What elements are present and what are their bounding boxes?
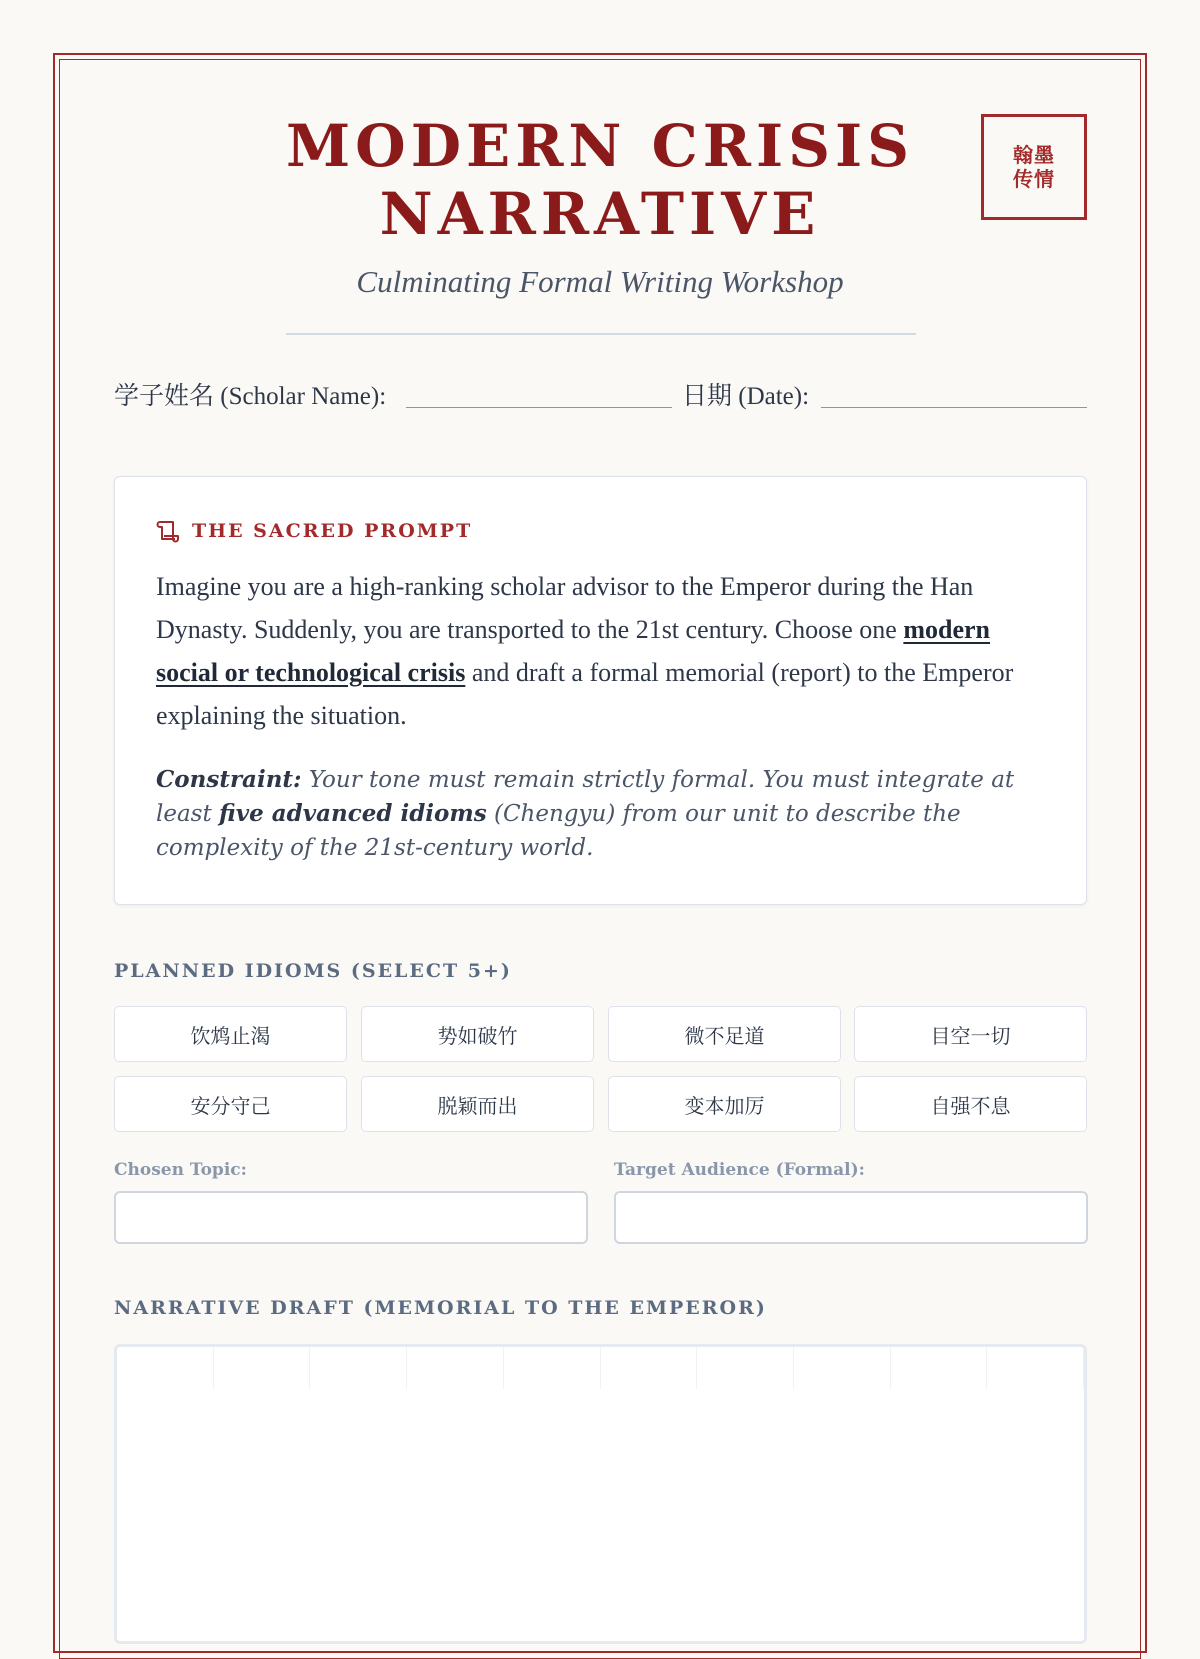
draft-section-label: NARRATIVE DRAFT (MEMORIAL TO THE EMPEROR)	[114, 1297, 767, 1319]
seal-line-1: 翰墨	[1013, 143, 1055, 167]
title-line-2: NARRATIVE	[379, 180, 821, 248]
page-title	[200, 112, 1000, 248]
idiom-option[interactable]: 变本加厉	[608, 1076, 841, 1132]
idiom-option[interactable]: 饮鸩止渴	[114, 1006, 347, 1062]
constraint-emphasis: five advanced idioms	[219, 800, 487, 827]
idiom-option[interactable]: 脱颖而出	[361, 1076, 594, 1132]
prompt-emphasis: modern social or technological crisis	[156, 615, 991, 687]
narrative-draft-area	[114, 1344, 1087, 1644]
scholar-name-field[interactable]	[406, 407, 672, 408]
prompt-heading	[156, 518, 472, 544]
constraint-text	[156, 763, 1051, 865]
idiom-option[interactable]: 目空一切	[854, 1006, 1087, 1062]
prompt-card	[114, 476, 1087, 905]
prompt-body	[156, 565, 1051, 737]
constraint-label: Constraint:	[156, 766, 302, 793]
topic-label: Chosen Topic:	[114, 1160, 247, 1180]
audience-label: Target Audience (Formal):	[614, 1160, 865, 1180]
idiom-option[interactable]: 自强不息	[854, 1076, 1087, 1132]
scroll-icon	[156, 518, 182, 544]
title-line-1: MODERN CRISIS	[285, 112, 915, 180]
idioms-section-label: PLANNED IDIOMS (SELECT 5+)	[114, 960, 512, 982]
date-field[interactable]	[821, 407, 1087, 408]
topic-input[interactable]	[114, 1191, 588, 1244]
seal-line-2: 传情	[1013, 167, 1055, 191]
idiom-option[interactable]: 势如破竹	[361, 1006, 594, 1062]
prompt-label: THE SACRED PROMPT	[192, 520, 473, 542]
prompt-text-1: Imagine you are a high-ranking scholar advisor to the Emperor during the Han Dynasty. Suddenly, you are transported to the 21st century. Choose one	[156, 572, 974, 644]
date-label: 日期 (Date):	[682, 383, 810, 410]
prompt-text-2: and draft a formal memorial (report) to the Emperor explaining the situation.	[156, 658, 1014, 730]
header-divider	[286, 333, 916, 335]
constraint-text-1: Your tone must remain strictly formal. You must integrate at least	[156, 767, 1015, 827]
page-subtitle: Culminating Formal Writing Workshop	[356, 264, 844, 299]
constraint-text-2: (Chengyu) from our unit to describe the complexity of the 21st-century world.	[156, 801, 961, 861]
narrative-draft-textarea[interactable]	[117, 1347, 1084, 1641]
audience-input[interactable]	[614, 1191, 1088, 1244]
idiom-option[interactable]: 微不足道	[608, 1006, 841, 1062]
idiom-option[interactable]: 安分守己	[114, 1076, 347, 1132]
scholar-name-label: 学子姓名 (Scholar Name):	[114, 383, 387, 410]
